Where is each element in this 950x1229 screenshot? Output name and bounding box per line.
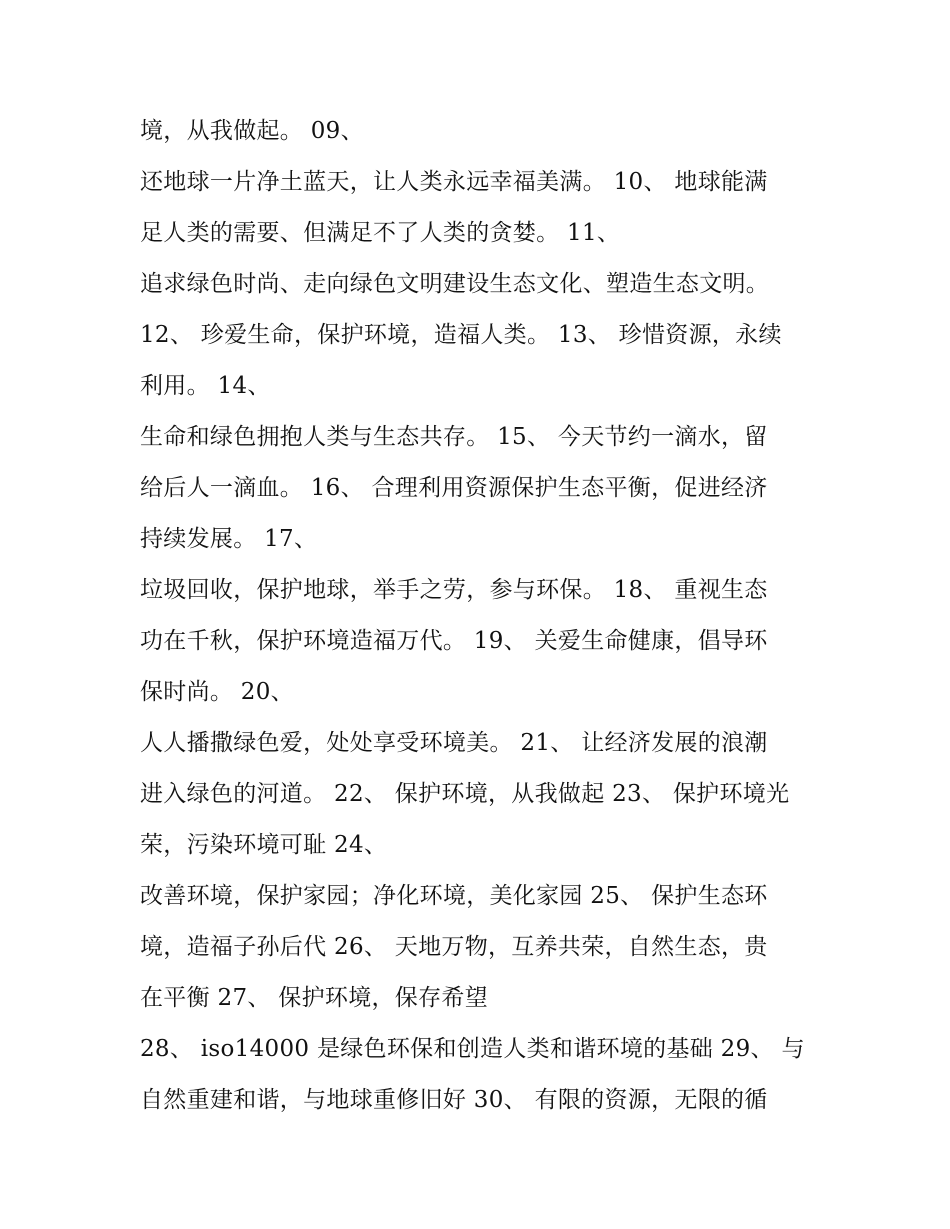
text-line: 改善环境，保护家园；净化环境，美化家园 25、 保护生态环	[140, 883, 768, 909]
text-line: 功在千秋，保护环境造福万代。 19、 关爱生命健康，倡导环	[140, 628, 768, 654]
text-line: 垃圾回收，保护地球，举手之劳，参与环保。 18、 重视生态	[140, 577, 768, 603]
text-line: 28、 iso14000 是绿色环保和创造人类和谐环境的基础 29、 与	[140, 1036, 805, 1062]
text-line: 追求绿色时尚、走向绿色文明建设生态文化、塑造生态文明。	[140, 271, 770, 297]
text-line: 荣，污染环境可耻 24、	[140, 832, 388, 858]
text-line: 利用。 14、	[140, 373, 271, 399]
text-line: 自然重建和谐，与地球重修旧好 30、 有限的资源，无限的循	[140, 1087, 768, 1113]
text-line: 12、 珍爱生命，保护环境，造福人类。 13、 珍惜资源，永续	[140, 322, 782, 348]
text-line: 持续发展。 17、	[140, 526, 318, 552]
text-line: 给后人一滴血。 16、 合理利用资源保护生态平衡，促进经济	[140, 475, 768, 501]
text-block	[140, 106, 830, 1126]
text-line: 进入绿色的河道。 22、 保护环境，从我做起 23、 保护环境光	[140, 781, 790, 807]
text-line: 在平衡 27、 保护环境，保存希望	[140, 985, 488, 1011]
text-line: 境，造福子孙后代 26、 天地万物，互养共荣，自然生态，贵	[140, 934, 768, 960]
text-line: 保时尚。 20、	[140, 679, 294, 705]
text-line: 人人播撒绿色爱，处处享受环境美。 21、 让经济发展的浪潮	[140, 730, 768, 756]
text-line: 还地球一片净土蓝天，让人类永远幸福美满。 10、 地球能满	[140, 169, 768, 195]
text-line: 足人类的需要、但满足不了人类的贪婪。 11、	[140, 220, 621, 246]
text-line: 境，从我做起。 09、	[140, 118, 364, 144]
text-line: 生命和绿色拥抱人类与生态共存。 15、 今天节约一滴水，留	[140, 424, 768, 450]
